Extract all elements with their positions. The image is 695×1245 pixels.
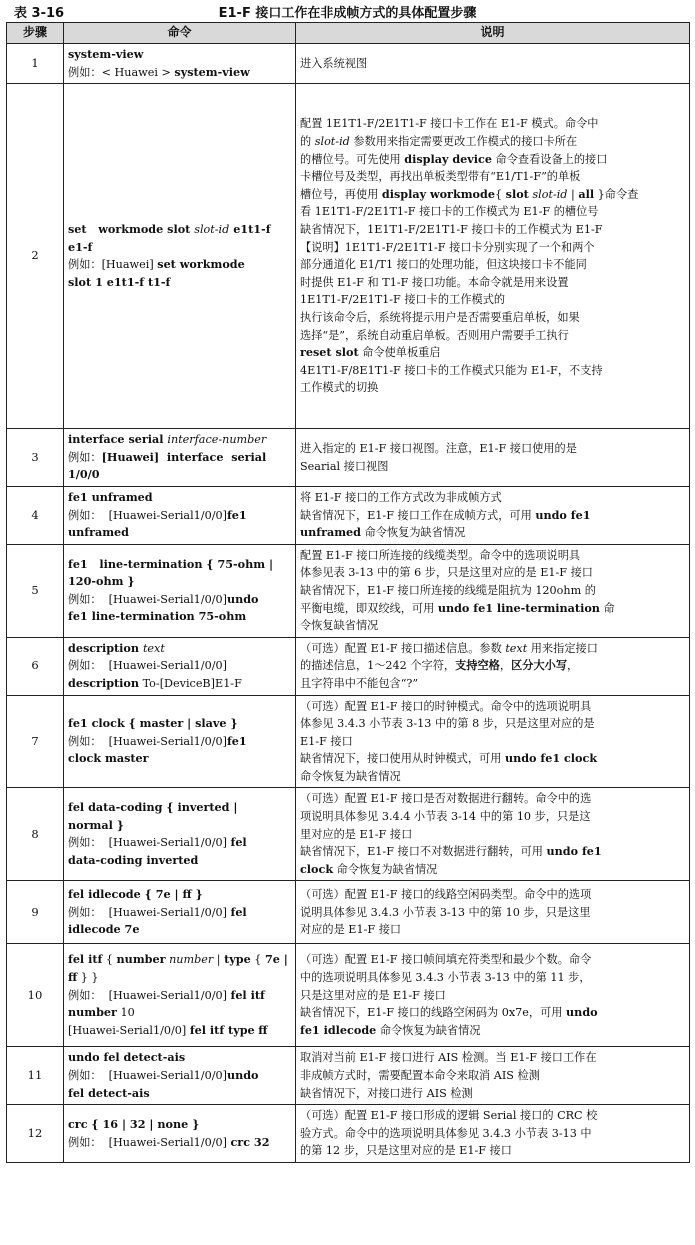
keyword-text: set workmode slot	[68, 222, 195, 236]
description-cell	[296, 429, 690, 487]
keyword-text: reset slot	[300, 345, 359, 360]
plain-text: 例如：[Huawei]	[68, 258, 158, 272]
plain-text: 卡槽位号及类型，再找出单板类型带有“E1/T1-F”的单板	[300, 170, 581, 184]
description-line	[300, 379, 685, 397]
plain-text: 的槽位号。可先使用	[300, 152, 405, 166]
plain-text: 验方式。命令中的选项说明具体参见 3.4.3 小节表 3-13 中	[300, 1126, 592, 1140]
table-body	[7, 44, 690, 1163]
plain-text: 对应的是 E1-F 接口	[300, 923, 402, 937]
parameter-text: slot-id	[532, 187, 568, 201]
command-line	[68, 733, 291, 751]
description-line	[300, 524, 685, 542]
command-line	[68, 657, 291, 675]
plain-text: 命令使单板重启	[358, 346, 441, 360]
keyword-text: undo	[566, 1005, 598, 1020]
step-number: 10	[7, 944, 64, 1047]
command-line	[68, 1049, 291, 1067]
description-cell	[296, 881, 690, 944]
description-line	[300, 843, 685, 861]
description-line	[300, 440, 685, 458]
plain-text: 非成帧方式时，需要配置本命令来取消 AIS 检测	[300, 1069, 540, 1083]
description-line	[300, 547, 685, 565]
description-line	[300, 987, 685, 1005]
description-line	[300, 657, 685, 675]
description-line	[300, 582, 685, 600]
description-line	[300, 921, 685, 939]
plain-text: 缺省情况下，E1-F 接口工作在成帧方式，可用	[300, 508, 536, 522]
table-row	[7, 486, 690, 544]
plain-text: 配置 1E1T1-F/2E1T1-F 接口卡工作在 E1-F 模式。命令中	[300, 117, 599, 131]
parameter-text: number	[169, 953, 214, 967]
keyword-text: all	[578, 186, 595, 201]
description-line	[300, 1125, 685, 1143]
command-cell	[64, 1047, 296, 1105]
plain-text: 命	[599, 601, 615, 615]
description-line	[300, 600, 685, 618]
command-line	[68, 507, 291, 525]
keyword-text: fel idlecode { 7e | ff }	[68, 887, 203, 902]
command-line	[68, 799, 291, 817]
description-cell	[296, 44, 690, 84]
description-line	[300, 309, 685, 327]
plain-text: } }	[77, 971, 99, 985]
command-cell	[64, 544, 296, 637]
plain-text: 中的选项说明具体参见 3.4.3 小节表 3-13 中的第 11 步，	[300, 971, 591, 985]
plain-text: 1E1T1-F/2E1T1-F 接口卡的工作模式的	[300, 293, 506, 307]
plain-text: |	[213, 953, 225, 967]
step-number: 8	[7, 788, 64, 881]
keyword-text: clock	[300, 861, 334, 876]
plain-text: To-[DeviceB]E1-F	[139, 676, 242, 690]
keyword-text: 1/0/0	[68, 467, 100, 482]
description-line	[300, 1049, 685, 1067]
description-cell	[296, 944, 690, 1047]
keyword-text: undo	[226, 1068, 259, 1083]
plain-text: 且字符串中不能包含“?”	[300, 676, 419, 690]
keyword-text: fel	[230, 904, 247, 919]
plain-text: 缺省情况下，E1-F 接口不对数据进行翻转，可用	[300, 845, 547, 859]
parameter-text: text	[505, 641, 528, 655]
keyword-text: description	[68, 675, 140, 690]
plain-text: （可选）配置 E1-F 接口帧间填充符类型和最少个数。命令	[300, 953, 592, 967]
plain-text: 的第 12 步，只是这里对应的是 E1-F 接口	[300, 1144, 512, 1158]
command-line	[68, 256, 291, 274]
keyword-text: set workmode	[157, 257, 245, 272]
plain-text: 选择“是”，系统自动重启单板。否则用户需要手工执行	[300, 328, 569, 342]
keyword-text: data-coding inverted	[68, 853, 199, 868]
command-line	[68, 64, 291, 82]
command-line	[68, 431, 291, 449]
plain-text: 10	[116, 1006, 135, 1020]
description-line	[300, 640, 685, 658]
plain-text: 命令恢复为缺省情况	[376, 1023, 481, 1037]
keyword-text: fe1 unframed	[68, 489, 153, 504]
plain-text: 配置 E1-F 接口所连接的线缆类型。命令中的选项说明具	[300, 548, 581, 562]
keyword-text: e1t1-f	[229, 222, 271, 236]
table-header-row	[7, 23, 690, 44]
keyword-text: system-view	[68, 47, 144, 61]
command-line	[68, 1134, 291, 1152]
plain-text: 命令查看设备上的接口	[491, 152, 608, 166]
parameter-text: slot-id	[194, 223, 230, 236]
table-row	[7, 84, 690, 429]
description-cell	[296, 695, 690, 788]
keyword-text: interface serial	[68, 432, 168, 447]
plain-text: {	[102, 953, 117, 967]
table-row	[7, 944, 690, 1047]
command-line	[68, 1004, 291, 1022]
plain-text: （可选）配置 E1-F 接口描述信息。参数	[300, 641, 506, 655]
description-line	[300, 327, 685, 345]
keyword-text: fe1 line-termination { 75-ohm |	[68, 556, 274, 571]
command-line	[68, 591, 291, 609]
keyword-text: idlecode 7e	[68, 922, 140, 937]
description-line	[300, 1004, 685, 1022]
keyword-text: fe1 line-termination 75-ohm	[68, 609, 247, 624]
command-line	[68, 640, 291, 658]
keyword-text: fel itf	[230, 987, 265, 1002]
command-line	[68, 1085, 291, 1103]
plain-text: 缺省情况下，1E1T1-F/2E1T1-F 接口卡的工作模式为 E1-F	[300, 223, 603, 236]
plain-text: 执行该命令后，系统将提示用户是否需要重启单板，如果	[300, 310, 580, 324]
description-line	[300, 808, 685, 826]
command-line	[68, 852, 291, 870]
keyword-text: fe1	[226, 507, 247, 522]
command-line	[68, 274, 291, 292]
plain-text: （可选）配置 E1-F 接口形成的逻辑 Serial 接口的 CRC 校	[300, 1109, 598, 1123]
command-line	[68, 921, 291, 939]
command-cell	[64, 788, 296, 881]
keyword-text: fel	[230, 835, 247, 850]
command-line	[68, 449, 291, 467]
plain-text: 时提供 E1-F 和 T1-F 接口功能。本命令就是用来设置	[300, 275, 569, 289]
command-line	[68, 608, 291, 626]
plain-text: 缺省情况下，接口使用从时钟模式，可用	[300, 752, 505, 766]
description-line	[300, 951, 685, 969]
plain-text: 取消对当前 E1-F 接口进行 AIS 检测。当 E1-F 接口工作在	[300, 1051, 597, 1065]
keyword-text: fel data-coding { inverted |	[68, 800, 238, 815]
table-number: 表 3-16	[14, 6, 65, 21]
table-row	[7, 788, 690, 881]
plain-text: 部分通道化 E1/T1 接口的处理功能，但这块接口卡不能同	[300, 258, 587, 272]
command-line	[68, 750, 291, 768]
description-line	[300, 55, 685, 73]
description-line	[300, 186, 685, 204]
plain-text: 缺省情况下，E1-F 接口的线路空闲码为 0x7e，可用	[300, 1006, 567, 1020]
description-line	[300, 221, 685, 239]
parameter-text: slot-id	[314, 135, 350, 149]
description-line	[300, 239, 685, 257]
keyword-text: crc 32	[230, 1134, 270, 1149]
description-line	[300, 768, 685, 786]
description-line	[300, 715, 685, 733]
description-line	[300, 698, 685, 716]
description-cell	[296, 84, 690, 429]
plain-text: 只是这里对应的是 E1-F 接口	[300, 988, 446, 1002]
keyword-text: display device	[404, 151, 492, 166]
description-line	[300, 790, 685, 808]
keyword-text: number	[116, 952, 166, 967]
keyword-text: [Huawei] interface serial	[101, 449, 267, 464]
plain-text: 例如：	[68, 450, 102, 464]
keyword-text: fe1 idlecode	[300, 1022, 377, 1037]
description-cell	[296, 486, 690, 544]
keyword-text: undo fe1	[546, 844, 602, 859]
plain-text: 体参见表 3-13 中的第 6 步，只是这里对应的是 E1-F 接口	[300, 566, 593, 580]
command-cell	[64, 44, 296, 84]
plain-text: Searial 接口视图	[300, 459, 389, 473]
step-number: 4	[7, 486, 64, 544]
plain-text: 平衡电缆，即双绞线，可用	[300, 601, 438, 615]
description-line	[300, 1107, 685, 1125]
table-row	[7, 1047, 690, 1105]
keyword-text: crc { 16 | 32 | none }	[68, 1117, 200, 1132]
plain-text: 例如： [Huawei-Serial1/0/0]	[68, 659, 227, 673]
plain-text: 工作模式的切换	[300, 381, 379, 395]
plain-text: 缺省情况下，对接口进行 AIS 检测	[300, 1086, 473, 1100]
step-number: 6	[7, 637, 64, 695]
plain-text: 参数用来指定需要更改工作模式的接口卡所在	[349, 135, 578, 149]
description-cell	[296, 1047, 690, 1105]
command-line	[68, 817, 291, 835]
plain-text: 例如： [Huawei-Serial1/0/0]	[68, 1135, 231, 1149]
description-line	[300, 458, 685, 476]
table-row	[7, 695, 690, 788]
description-line	[300, 168, 685, 186]
keyword-text: fel detect-ais	[68, 1085, 150, 1100]
plain-text: 的	[300, 135, 315, 149]
command-line	[68, 524, 291, 542]
command-line	[68, 904, 291, 922]
description-line	[300, 826, 685, 844]
keyword-text: 120-ohm }	[68, 574, 135, 589]
keyword-text: fe1	[226, 733, 247, 748]
keyword-text: ff	[68, 970, 78, 985]
plain-text: }命令查	[594, 187, 639, 201]
header-command: 命令	[64, 23, 296, 44]
plain-text: 里对应的是 E1-F 接口	[300, 827, 413, 841]
table-title: E1-F 接口工作在非成帧方式的具体配置步骤	[218, 6, 477, 21]
step-number: 2	[7, 84, 64, 429]
plain-text: 体参见 3.4.3 小节表 3-13 中的第 8 步，只是这里对应的是	[300, 717, 595, 731]
config-steps-table	[6, 22, 690, 1163]
description-line	[300, 1022, 685, 1040]
step-number: 3	[7, 429, 64, 487]
plain-text: 例如： [Huawei-Serial1/0/0]	[68, 836, 231, 850]
keyword-text: slot	[505, 186, 529, 201]
command-line	[68, 1067, 291, 1085]
description-line	[300, 133, 685, 151]
plain-text: （可选）配置 E1-F 接口的线路空闲码类型。命令中的选项	[300, 888, 592, 902]
description-cell	[296, 637, 690, 695]
plain-text: 进入指定的 E1-F 接口视图。注意，E1-F 接口使用的是	[300, 441, 577, 455]
description-line	[300, 969, 685, 987]
plain-text: 例如： [Huawei-Serial1/0/0]	[68, 988, 231, 1002]
description-line	[300, 344, 685, 362]
command-cell	[64, 486, 296, 544]
description-line	[300, 733, 685, 751]
description-line	[300, 291, 685, 309]
keyword-text: system-view	[174, 64, 250, 79]
description-line	[300, 861, 685, 879]
plain-text: 命令恢复为缺省情况	[333, 862, 438, 876]
keyword-text: 7e |	[264, 952, 288, 967]
plain-text: 项说明具体参见 3.4.4 小节表 3-14 中的第 10 步，只是这	[300, 810, 591, 824]
plain-text: {	[494, 187, 506, 201]
command-cell	[64, 881, 296, 944]
plain-text: [Huawei-Serial1/0/0]	[68, 1023, 190, 1037]
step-number: 9	[7, 881, 64, 944]
plain-text: 看 1E1T1-F/2E1T1-F 接口卡的工作模式为 E1-F 的槽位号	[300, 205, 599, 219]
step-number: 5	[7, 544, 64, 637]
plain-text: 说明具体参见 3.4.3 小节表 3-13 中的第 10 步，只是这里	[300, 905, 591, 919]
description-cell	[296, 1105, 690, 1163]
parameter-text: text	[142, 641, 165, 655]
plain-text: 例如： [Huawei-Serial1/0/0]	[68, 905, 231, 919]
description-line	[300, 904, 685, 922]
header-step: 步骤	[7, 23, 64, 44]
keyword-text: fel itf	[68, 952, 103, 967]
table-row	[7, 1105, 690, 1163]
keyword-text: undo	[226, 591, 259, 606]
header-description: 说明	[296, 23, 690, 44]
command-line	[68, 46, 291, 64]
keyword-text: undo fe1 line-termination	[437, 600, 600, 615]
plain-text: {	[250, 953, 265, 967]
command-line	[68, 573, 291, 591]
command-line	[68, 556, 291, 574]
keyword-text: undo fe1 clock	[504, 751, 598, 766]
plain-text: 用来指定接口	[527, 641, 598, 655]
plain-text: 令恢复缺省情况	[300, 619, 379, 633]
step-number: 1	[7, 44, 64, 84]
command-line	[68, 466, 291, 484]
command-line	[68, 969, 291, 987]
keyword-text: display workmode	[381, 186, 495, 201]
command-line	[68, 987, 291, 1005]
step-number: 12	[7, 1105, 64, 1163]
parameter-text: interface-number	[167, 433, 267, 447]
keyword-text: number	[68, 1005, 117, 1020]
table-row	[7, 44, 690, 84]
command-line	[68, 489, 291, 507]
keyword-text: description	[68, 640, 143, 655]
description-line	[300, 675, 685, 693]
plain-text: 例如： [Huawei-Serial1/0/0]	[68, 592, 227, 606]
command-cell	[64, 84, 296, 429]
table-row	[7, 429, 690, 487]
keyword-text: ff	[258, 1022, 268, 1037]
keyword-text: undo fe1	[535, 507, 591, 522]
table-row	[7, 544, 690, 637]
command-line	[68, 1022, 291, 1040]
plain-text: 命令恢复为缺省情况	[361, 526, 466, 540]
keyword-text: undo fel detect-ais	[68, 1050, 186, 1065]
description-line	[300, 274, 685, 292]
command-line	[68, 675, 291, 693]
plain-text: 的描述信息，1～242 个字符，	[300, 659, 456, 673]
plain-text: 【说明】1E1T1-F/2E1T1-F 接口卡分别实现了一个和两个	[300, 240, 595, 254]
plain-text: 缺省情况下，E1-F 接口所连接的线缆是阻抗为 120ohm 的	[300, 583, 596, 597]
keyword-text: slot 1 e1t1-f t1-f	[68, 274, 171, 289]
keyword-text: 区分大小写	[511, 658, 568, 673]
plain-text: 命令恢复为缺省情况	[300, 769, 401, 783]
description-line	[300, 1142, 685, 1160]
command-line	[68, 715, 291, 733]
keyword-text: normal }	[68, 817, 124, 832]
keyword-text: e1-f	[68, 239, 93, 254]
description-line	[300, 886, 685, 904]
description-line	[300, 617, 685, 635]
table-row	[7, 637, 690, 695]
description-line	[300, 564, 685, 582]
description-cell	[296, 544, 690, 637]
keyword-text: clock master	[68, 751, 149, 766]
plain-text: （可选）配置 E1-F 接口的时钟模式。命令中的选项说明具	[300, 699, 592, 713]
description-line	[300, 203, 685, 221]
plain-text: 4E1T1-F/8E1T1-F 接口卡的工作模式只能为 E1-F，不支持	[300, 363, 603, 377]
command-cell	[64, 695, 296, 788]
command-cell	[64, 1105, 296, 1163]
step-number: 11	[7, 1047, 64, 1105]
command-cell	[64, 944, 296, 1047]
command-cell	[64, 429, 296, 487]
plain-text: 例如： [Huawei-Serial1/0/0]	[68, 1069, 227, 1083]
step-number: 7	[7, 695, 64, 788]
description-line	[300, 507, 685, 525]
description-line	[300, 750, 685, 768]
description-line	[300, 115, 685, 133]
command-line	[68, 951, 291, 969]
table-row	[7, 881, 690, 944]
command-line	[68, 239, 291, 257]
plain-text: 槽位号，再使用	[300, 187, 382, 201]
description-cell	[296, 788, 690, 881]
keyword-text: 支持空格	[455, 658, 500, 673]
keyword-text: fe1 clock { master | slave }	[68, 716, 238, 731]
plain-text: E1-F 接口	[300, 734, 353, 748]
plain-text: ，	[499, 659, 512, 673]
description-line	[300, 489, 685, 507]
description-line	[300, 1085, 685, 1103]
keyword-text: type	[224, 952, 251, 967]
plain-text: ，	[567, 659, 579, 673]
description-line	[300, 362, 685, 380]
description-line	[300, 256, 685, 274]
plain-text: 例如：< Huawei >	[68, 65, 175, 79]
keyword-text: unframed	[68, 525, 130, 540]
plain-text: 进入系统视图	[300, 56, 368, 70]
plain-text: （可选）配置 E1-F 接口是否对数据进行翻转。命令中的选	[300, 792, 592, 806]
plain-text: 例如： [Huawei-Serial1/0/0]	[68, 734, 227, 748]
description-line	[300, 1067, 685, 1085]
plain-text: |	[567, 187, 579, 201]
command-line	[68, 1116, 291, 1134]
plain-text: 例如： [Huawei-Serial1/0/0]	[68, 508, 227, 522]
description-line	[300, 151, 685, 169]
keyword-text: fel itf type	[189, 1022, 255, 1037]
table-caption	[0, 0, 695, 22]
command-line	[68, 221, 291, 239]
plain-text: 将 E1-F 接口的工作方式改为非成帧方式	[300, 490, 502, 504]
command-cell	[64, 637, 296, 695]
command-line	[68, 886, 291, 904]
keyword-text: unframed	[300, 525, 362, 540]
command-line	[68, 834, 291, 852]
